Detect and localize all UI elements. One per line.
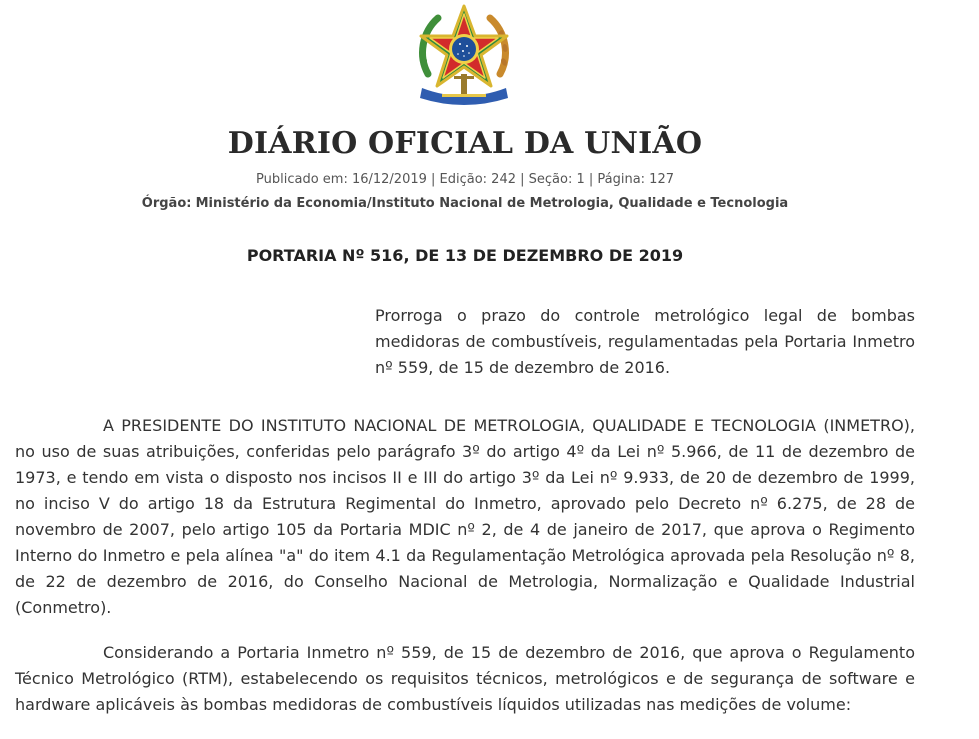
- org-value: Ministério da Economia/Instituto Nacional de Metrologia, Qualidade e Tecnologia: [195, 196, 789, 211]
- document-title: PORTARIA Nº 516, DE 13 DE DEZEMBRO DE 2019: [246, 246, 684, 265]
- org-label: Órgão:: [141, 196, 192, 211]
- brazil-coat-of-arms-icon: [414, 4, 514, 108]
- body-paragraph: Considerando a Portaria Inmetro nº 559, de 15 de dezembro de 2016, que aprova o Regulamento Técnico Metrológico (RTM), estabelecendo os requisitos técnicos, metrológicos e de segurança de software e hardware aplicáveis às bombas medidoras de combustíveis líquidos utilizadas nas medições de volume:: [15, 643, 915, 714]
- org-line: [0, 196, 930, 211]
- ementa-summary: Prorroga o prazo do controle metrológico legal de bombas medidoras de combustíveis, regulamentadas pela Portaria Inmetro nº 559, de 15 de dezembro de 2016.: [375, 306, 915, 377]
- journal-title: DIÁRIO OFICIAL DA UNIÃO: [227, 126, 703, 161]
- body-paragraph: A PRESIDENTE DO INSTITUTO NACIONAL DE METROLOGIA, QUALIDADE E TECNOLOGIA (INMETRO), no uso de suas atribuições, conferidas pelo parágrafo 3º do artigo 4º da Lei nº 5.966, de 11 de dezembro de 1973, e tendo em vista o disposto nos incisos II e III do artigo 3º da Lei nº 9.933, de 20 de dezembro de 1999, no inciso V do artigo 18 da Estrutura Regimental do Inmetro, aprovado pelo Decreto nº 6.275, de 28 de novembro de 2007, pelo artigo 105 da Portaria MDIC nº 2, de 4 de janeiro de 2017, que aprova o Regimento Interno do Inmetro e pela alínea "a" do item 4.1 da Regulamentação Metrológica aprovada pela Resolução nº 8, de 22 de dezembro de 2016, do Conselho Nacional de Metrologia, Normalização e Qualidade Industrial (Conmetro).: [15, 416, 915, 617]
- publication-meta: Publicado em: 16/12/2019 | Edição: 242 | Seção: 1 | Página: 127: [256, 172, 674, 187]
